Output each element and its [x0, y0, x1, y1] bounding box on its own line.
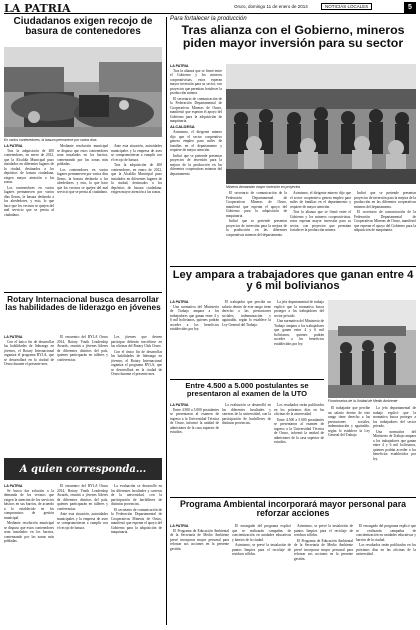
- story7-paragraph: El secretario de comunicación de la Federación Departamental de Cooperativas Mineras de Oruro, manifestó que esperan el apoyo del Gobierno para la adquisición de maquinaria.: [111, 507, 162, 534]
- story2-paragraph: El secretario de comunicación de la Federación Departamental de Cooperativas Mineras de Oruro, manifestó que esperan el apoyo del Gobierno para la adquisición de maquinaria.: [354, 210, 416, 232]
- story4-paragraph: Con el único fin de desarrollar las habilidades de liderazgo en jóvenes, el Rotary Internacional organiza el programa RYLA, que se desarrollará en la ciudad de Oruro durante el presente mes.: [111, 349, 162, 376]
- story5-paragraph: Entre 4.500 a 5.000 postulantes se presentaron al examen de ingreso a la Universidad Técnica de Oruro, informó la unidad de admisiones de la casa superior de estudios.: [274, 417, 324, 444]
- story2-paragraph: Asimismo, el dirigente minero dijo que el sector cooperativo genera empleo para miles de familias en el departamento y requiere de mayor atención.: [170, 130, 222, 152]
- ad-text: A quien corresponda...: [19, 463, 147, 475]
- story6-photo: [328, 300, 416, 398]
- story6-paragraph: Asimismo, se prevé la instalación de puntos limpios para el reciclaje de residuos sólidos.: [294, 524, 353, 537]
- story3-paragraph: La jefa departamental de trabajo explicó que la normativa busca proteger a los trabajadores del sector privado.: [274, 300, 324, 318]
- story1-photo: [4, 47, 162, 137]
- story6-paragraph: El trabajador que percibe un salario dentro de este rango tiene derecho a las prestaciones sociales, indemnización y aguinaldo, según lo establece la Ley General del Trabajo.: [328, 406, 370, 437]
- story3-paragraph: El trabajador que percibe un salario dentro de este rango tiene derecho a las prestaciones sociales, indemnización y aguinaldo, según lo establece la Ley General del Trabajo.: [222, 300, 271, 327]
- story4-paragraph: Los jóvenes que deseen participar deberán inscribirse en las oficinas del Rotary Club Oruro.: [111, 335, 162, 348]
- story5-paragraph: Los resultados serán publicados en los próximos días en las oficinas de la universidad.: [274, 403, 324, 416]
- story1-headline: Ciudadanos exigen recojo de basura de contenedores: [13, 16, 153, 38]
- story7-paragraph: La evaluación se desarrolló en las diferentes facultades y carreras de la universidad, con la participación de bachilleres de distintas provincias.: [111, 484, 162, 506]
- story2-byline: LA PATRIA: [170, 64, 189, 68]
- story3-byline: LA PATRIA: [170, 300, 189, 304]
- story2-paragraph: El secretario de comunicación de la Federación Departamental de Cooperativas Mineras de Oruro, manifestó que esperan el apoyo del Gobierno para la adquisición de maquinaria.: [170, 96, 222, 123]
- story7-paragraph: Ante esta situación, autoridades municipales y la empresa de aseo se comprometieron a cumplir con el recojo de basura.: [57, 512, 108, 530]
- story7-paragraph: Se busca dar solución a la demanda de los vecinos que exigen la atención de los servicios básicos en sus barrios, de acuerdo a lo establecido en los compromisos de gestión municipal.: [4, 488, 54, 520]
- story6-paragraph: La jefa departamental de trabajo explicó que la normativa busca proteger a los trabajadores del sector privado.: [373, 406, 416, 428]
- page-number: 5: [404, 2, 416, 13]
- story4-paragraph: El encuentro del RYLA Oruro 2014, Rotary Youth Leadership Awards, reunirá a jóvenes líderes de diferentes distritos del país, quienes participarán en talleres y conferencias.: [57, 335, 108, 362]
- story1-paragraph: Los contenedores en varios lugares permanecen por varios días llenos, la basura desborda a los alrededores, y esto, lo que hace que los vecinos se quejen del mal servicio que se presta al ciudadano.: [4, 185, 54, 217]
- story2-headline: Tras alianza con el Gobierno, mineros piden mayor inversión para su sector: [181, 23, 405, 50]
- story6-paragraph: Los resultados serán publicados en los próximos días en las oficinas de la universidad.: [356, 543, 416, 556]
- story2-kicker: Para fortalecer la producción: [170, 16, 247, 22]
- story7-paragraph: Mediante resolución municipal se dispuso que estos contenedores sean instalados en los barrios, comenzando por las zonas más pobladas.: [4, 521, 54, 543]
- story6-paragraph: El encargado del programa explicó que se realizarán campañas de concientización en unidades educativas y barrios de la ciudad.: [232, 524, 291, 542]
- story2-paragraph: Tras la alianza que se firmó entre el Gobierno y los mineros cooperativistas, estos esperan mayor inversión para su sector, con proyectos que permitan fortalecer la producción minera.: [290, 210, 351, 232]
- ad-banner: [4, 458, 162, 480]
- newspaper-logo: LA PATRIA: [4, 2, 71, 15]
- story2-photo: [226, 64, 416, 184]
- story1-paragraph: Tras la adquisición de 400 contenedores, en enero de 2012, que la Alcaldía Municipal puso instalados en diferentes lugares de la ciudad, destinados a los depósitos de basura ciudadana, exigen mayor atención a las zonas.: [4, 148, 54, 184]
- story6-paragraph: El encargado del programa explicó que se realizarán campañas de concientización en unidades educativas y barrios de la ciudad.: [356, 524, 416, 542]
- section-tag: NOTICIAS LOCALES: [321, 3, 372, 10]
- story2-subhead: ALCALDESA: [170, 123, 195, 129]
- story4-headline: Rotary Internacional busca desarrollar las habilidades de liderazgo en jóvenes: [5, 294, 161, 313]
- story2-caption: Mineros demandan mayor inversión en proyectos: [226, 185, 301, 189]
- story4-byline: LA PATRIA: [4, 335, 23, 339]
- story6-paragraph: Una normativa del Ministerio de Trabajo ampara a los trabajadores que ganan entre 4 y 6 mil bolivianos, quienes podrán acceder a los beneficios establecidos por ley.: [373, 429, 416, 461]
- story2-paragraph: Indicó que se pretende presentar proyectos de inversión para la mejora de la producción en las diferentes cooperativas mineras del departamento.: [170, 153, 222, 176]
- dateline: Oruro, domingo 11 de enero de 2014: [234, 4, 308, 9]
- story1-paragraph: Tras la adquisición de 400 contenedores, en enero de 2012, que la Alcaldía Municipal puso instalados en diferentes lugares de la ciudad, destinados a los depósitos de basura ciudadana, exigen mayor atención a las zonas.: [111, 163, 162, 194]
- story1-paragraph: Ante esta situación, autoridades municipales y la empresa de aseo se comprometieron a cumplir con el recojo de basura.: [111, 144, 162, 162]
- story6-byline: LA PATRIA: [170, 524, 189, 528]
- story1-byline: LA PATRIA: [4, 144, 23, 148]
- story3-headline: Ley ampara a trabajadores que ganan entre 4 y 6 mil bolivianos: [172, 269, 414, 293]
- story2-paragraph: Tras la alianza que se firmó entre el Gobierno y los mineros cooperativistas, estos esperan mayor inversión para su sector, con proyectos que permitan fortalecer la producción minera.: [170, 68, 222, 95]
- story5-paragraph: La evaluación se desarrolló en las diferentes facultades y carreras de la universidad, con la participación de bachilleres de distintas provincias.: [222, 403, 271, 425]
- story5-paragraph: Entre 4.500 a 5.000 postulantes se presentaron al examen de ingreso a la Universidad Técnica de Oruro, informó la unidad de admisiones de la casa superior de estudios.: [170, 407, 219, 434]
- story1-paragraph: Los contenedores en varios lugares permanecen por varios días llenos, la basura desborda a los alrededores, y esto, lo que hace que los vecinos se quejen del mal servicio que se presta al ciudadano.: [57, 167, 108, 194]
- story6-caption: Funcionarios de la Unidad de Medio Ambiente: [328, 399, 398, 403]
- story5-headline: Entre 4.500 a 5.000 postulantes se presentaron al examen de la UTO: [185, 381, 309, 398]
- story5-byline: LA PATRIA: [170, 403, 189, 407]
- story6-paragraph: El Programa de Educación Ambiental de la Secretaría de Medio Ambiente prevé incorporar mayor personal para reforzar sus acciones en la presente gestión.: [294, 538, 353, 561]
- story7-paragraph: El encuentro del RYLA Oruro 2014, Rotary Youth Leadership Awards, reunirá a jóvenes líderes de diferentes distritos del país, quienes participarán en talleres y conferencias.: [57, 484, 108, 511]
- story6-paragraph: Asimismo, se prevé la instalación de puntos limpios para el reciclaje de residuos sólidos.: [232, 543, 291, 556]
- story7-byline: LA PATRIA: [4, 484, 23, 488]
- story2-paragraph: Indicó que se pretende presentar proyectos de inversión para la mejora de la producción en las diferentes cooperativas mineras del departamento.: [354, 191, 416, 209]
- story2-paragraph: Asimismo, el dirigente minero dijo que el sector cooperativo genera empleo para miles de familias en el departamento y requiere de mayor atención.: [290, 191, 351, 209]
- story1-caption: En varios contenedores, la basura permanece por varios días: [4, 138, 97, 142]
- story2-paragraph: Indicó que se pretende presentar proyectos de inversión para la mejora de la producción en las diferentes cooperativas mineras del departamento.: [226, 219, 287, 237]
- story3-paragraph: Una normativa del Ministerio de Trabajo ampara a los trabajadores que ganan entre 4 y 6 mil bolivianos, quienes podrán acceder a los beneficios establecidos por ley.: [274, 319, 324, 346]
- story4-paragraph: Con el único fin de desarrollar las habilidades de liderazgo en jóvenes, el Rotary Internacional organiza el programa RYLA, que se desarrollará en la ciudad de Oruro durante el presente mes.: [4, 339, 54, 366]
- story3-paragraph: Una normativa del Ministerio de Trabajo ampara a los trabajadores que ganan entre 4 y 6 mil bolivianos, quienes podrán acceder a los beneficios establecidos por ley.: [170, 304, 219, 331]
- story2-paragraph: El secretario de comunicación de la Federación Departamental de Cooperativas Mineras de Oruro, manifestó que esperan el apoyo del Gobierno para la adquisición de maquinaria.: [226, 191, 287, 218]
- masthead-bar: [4, 2, 416, 14]
- story6-headline: Programa Ambiental incorporará mayor personal para reforzar acciones: [179, 499, 407, 518]
- story1-paragraph: Mediante resolución municipal se dispuso que estos contenedores sean instalados en los barrios, comenzando por las zonas más pobladas.: [57, 144, 108, 166]
- story6-paragraph: El Programa de Educación Ambiental de la Secretaría de Medio Ambiente prevé incorporar mayor personal para reforzar sus acciones en la presente gestión.: [170, 528, 229, 551]
